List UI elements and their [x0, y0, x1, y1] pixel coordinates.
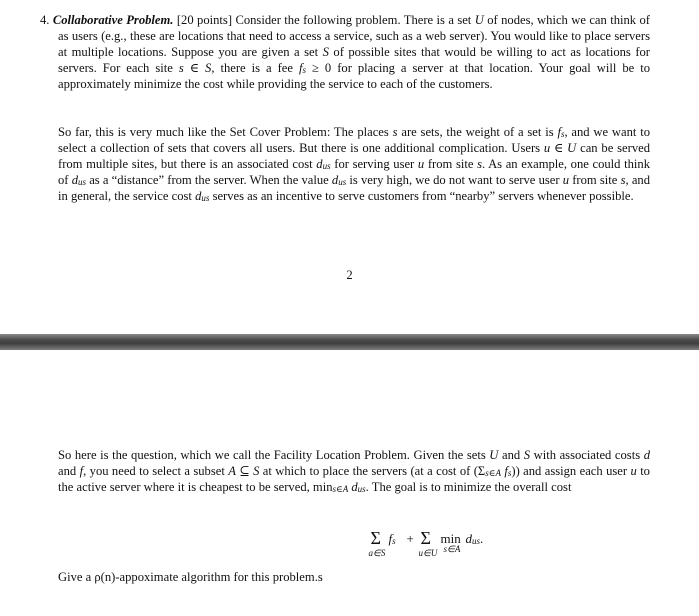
- text-run: at which to place the servers (at a cost of: [262, 464, 471, 478]
- text-run: of nodes, which we can think of as users (e.g., these are locations that need to access a service, such as a web server). You would like to place servers at multiple locations. Suppose you are given a set: [58, 13, 650, 59]
- text-run: , and we want to select a collection of sets that covers all users. But there is one additional complication. Users: [58, 125, 651, 155]
- text-run: , and in general, the service cost: [58, 173, 650, 203]
- text-run: for serving user: [334, 157, 415, 171]
- text-run: ) and assign each user: [515, 464, 628, 478]
- plus-sign: +: [406, 531, 414, 546]
- math-var: U: [474, 13, 484, 27]
- problem-title: Collaborative Problem.: [52, 13, 174, 27]
- sum-limit: a∈S: [368, 548, 386, 558]
- sum-limit: u∈U: [418, 548, 438, 558]
- text-run: , there is a fee: [211, 61, 293, 75]
- min-limit: s∈A: [443, 544, 461, 554]
- math-f: f: [557, 125, 561, 139]
- problem-number: 4.: [40, 13, 50, 27]
- math-var: S: [523, 448, 531, 462]
- text-run: The goal is to minimize the overall cost: [371, 480, 572, 494]
- text-run: and: [501, 448, 521, 462]
- math-var: s: [392, 125, 398, 139]
- math-expr: ($\Sigma_{s\in A}$ $f_s$): [473, 464, 516, 478]
- text-run: are sets, the weight of a set is: [401, 125, 554, 139]
- math-var: u: [417, 157, 425, 171]
- task-paragraph: Give a ρ(n)-appoximate algorithm for this problem.s: [58, 570, 323, 584]
- text-run: , you need to select a subset: [83, 464, 225, 478]
- text-run: as a “distance” from the server. When the value: [89, 173, 329, 187]
- facility-location-paragraph: [58, 447, 650, 495]
- math-var: $d_{us}$: [195, 189, 210, 203]
- text-run: can be served from multiple sites, but there is an associated cost: [58, 141, 651, 171]
- text-run: to the active server where it is cheapest to be served,: [58, 464, 650, 494]
- page-separator: [0, 334, 699, 350]
- text-run: from site: [427, 157, 474, 171]
- math-sum: (Σ: [473, 464, 486, 478]
- math-var: f: [79, 464, 84, 478]
- text-run: So here is the question, which we call the Facility Location Problem. Given the sets: [58, 448, 486, 462]
- math-var: $d_{us}$: [316, 157, 331, 171]
- math-f: f: [298, 61, 303, 75]
- text-run: is very high, we do not want to serve user: [349, 173, 560, 187]
- math-expr: u ∈ U: [543, 141, 577, 155]
- math-var: d: [643, 448, 650, 462]
- text-run: for placing a server at that location. Your goal will be to approximately minimize the cost while providing the service to each of the customers.: [58, 61, 650, 91]
- math-var: $d_{us}$: [71, 173, 86, 187]
- problem-statement-paragraph: [40, 12, 651, 92]
- math-sub: s: [560, 129, 565, 139]
- math-var: u: [562, 173, 570, 187]
- sum-symbol: Σ: [420, 528, 431, 548]
- text-run: with associated costs: [533, 448, 641, 462]
- problem-points: [20 points]: [176, 13, 233, 27]
- set-cover-paragraph: [58, 124, 650, 204]
- math-expr: $\min_{s\in A} d_{us}$.: [312, 480, 369, 494]
- math-sub: s: [302, 65, 306, 75]
- term-fs: $f_s$: [388, 531, 396, 546]
- text-run: and: [58, 464, 77, 478]
- min-operator: min: [440, 531, 461, 546]
- text-run: Consider the following problem. There is a set: [235, 13, 472, 27]
- equation-row: [0, 530, 699, 568]
- math-var: s: [620, 173, 626, 187]
- text-run: from site: [572, 173, 618, 187]
- math-var: s: [477, 157, 482, 171]
- equation-box: [365, 530, 495, 564]
- text-run: . As an example, one could think of: [58, 157, 650, 187]
- text-run: So far, this is very much like the Set Cover Problem: The places: [58, 125, 389, 139]
- sum-symbol: Σ: [370, 528, 381, 548]
- math-expr: s ∈ S: [178, 61, 212, 75]
- math-var: U: [489, 448, 499, 462]
- math-var: [299, 61, 306, 75]
- math-var: $d_{us}$: [331, 173, 347, 187]
- math-expr: A ⊆ S: [228, 464, 260, 478]
- text-run: serves as an incentive to serve customers from “nearby” servers whenever possible.: [212, 189, 634, 203]
- page-number: 2: [346, 268, 353, 282]
- math-var: S: [322, 45, 329, 59]
- text-run: of possible sites that would be willing to act as locations for servers. For each site: [58, 45, 651, 75]
- math-var: u: [630, 464, 637, 478]
- math-min: min: [312, 480, 333, 494]
- term-dus: $d_{us}$.: [465, 531, 484, 546]
- objective-equation: [0, 526, 699, 562]
- math-expr: ≥ 0: [312, 61, 332, 75]
